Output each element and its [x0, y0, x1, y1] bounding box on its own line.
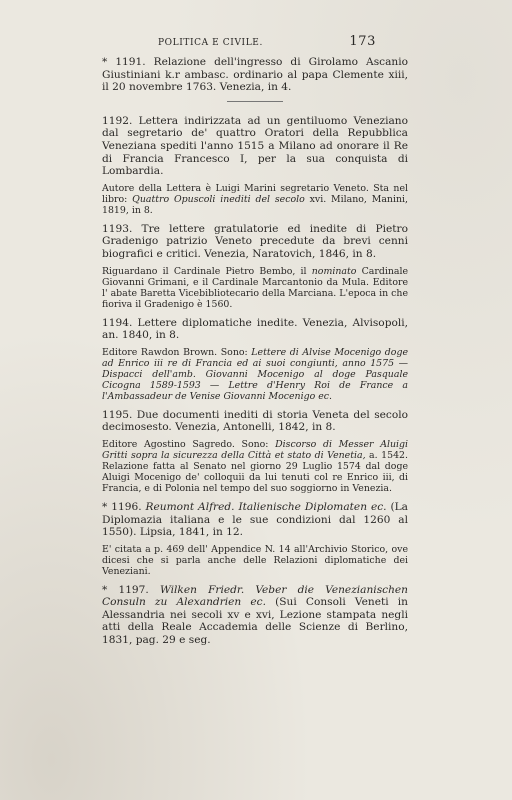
entry-1194: 1194. Lettere diplomatiche inedite. Venezia, Alvisopoli, an. 1840, in 8.	[102, 316, 408, 342]
note-text: a. 1542. Relazione fatta al Senato nel giorno 29 Luglio 1574 dal doge Aluigi Mocenigo de' colloquii da lui tenuti col re Enrico iii, di Francia, e di Polonia nel tempo del suo soggiorno in Venezia.	[102, 449, 408, 494]
entry-1192: 1192. Lettera indirizzata ad un gentiluomo Veneziano dal segretario de' quattro Oratori della Repubblica Veneziana spediti l'anno 1515 a Milano ad onorare il Re di Francia Francesco I, per la sua conquista di Lombardia.	[102, 114, 408, 178]
note-1193	[102, 266, 408, 310]
note-1194	[102, 347, 408, 402]
note-italic: Lettere di Alvise Mocenigo doge ad Enrico iii re di Francia ed ai suoi congiunti, anno 1575 — Dispacci dell'amb. Giovanni Mocenigo al doge Pasquale Cicogna 1589-1593 — Lettre d'Henry Roi de France a l'Ambassadeur de Venise Giovanni Mocenigo ec.	[102, 346, 408, 402]
note-text: Cardinale Giovanni Grimani, e il Cardinale Marcantonio da Mula. Editore l' abate Baretta Vicebibliotecario della Marciana. L'epoca in che fioriva il Gradenigo è 1560.	[102, 265, 408, 310]
note-1195	[102, 439, 408, 494]
page-number: 173	[349, 34, 376, 49]
note-text: Riguardano il Cardinale Pietro Bembo, il	[102, 265, 312, 277]
page-header	[0, 34, 512, 52]
entry-1195: 1195. Due documenti inediti di storia Veneta del secolo decimosesto. Venezia, Antonelli, 1842, in 8.	[102, 408, 408, 434]
note-text: Editore Rawdon Brown. Sono:	[102, 346, 252, 358]
page-body	[102, 56, 408, 654]
entry-title-italic: Wilken Friedr. Veber die Venezianischen Consuln zu Alexandrien ec.	[102, 583, 408, 609]
entry-text: (La Diplomazia italiana e le sue condizioni dal 1260 al 1550). Lipsia, 1841, in 12.	[102, 500, 408, 539]
entry-1191: * 1191. Relazione dell'ingresso di Girolamo Ascanio Giustiniani k.r ambasc. ordinario al papa Clemente xiii, il 20 novembre 1763. Venezia, in 4.	[102, 56, 408, 94]
note-text: Autore della Lettera è Luigi Marini segretario Veneto. Sta nel libro:	[102, 182, 408, 205]
entry-1193: 1193. Tre lettere gratulatorie ed inedite di Pietro Gradenigo patrizio Veneto precedute da brevi cenni biografici e critici. Venezia, Naratovich, 1846, in 8.	[102, 222, 408, 260]
note-text: Editore Agostino Sagredo. Sono:	[102, 438, 276, 450]
entry-text: (Sui Consoli Veneti in Alessandria nei secoli xv e xvi, Lezione stampata negli atti della Reale Accademia delle Scienze di Berlino, 1831, pag. 29 e seg.	[102, 596, 408, 647]
note-italic: nominato	[311, 265, 357, 277]
separator-rule	[227, 101, 283, 102]
entry-number: * 1196.	[102, 500, 146, 513]
running-head: POLITICA E CIVILE.	[158, 38, 263, 48]
entry-number: * 1197.	[102, 583, 160, 596]
note-italic: Discorso di Messer Aluigi Gritti sopra la sicurezza della Città et stato di Venetia,	[102, 438, 409, 461]
entry-1197	[102, 584, 408, 647]
entry-1196	[102, 501, 408, 539]
note-1192	[102, 183, 408, 216]
note-italic: Quattro Opuscoli inediti del secolo	[132, 193, 305, 205]
entry-title-italic: Reumont Alfred. Italienische Diplomaten ec.	[145, 500, 387, 513]
note-1196	[102, 544, 408, 577]
note-text: E' citata a p. 469 dell' Appendice N. 14 all'Archivio Storico, ove dicesi che si parla anche delle Relazioni diplomatiche dei Veneziani.	[102, 543, 408, 577]
note-text: xvi. Milano, Manini, 1819, in 8.	[102, 193, 408, 216]
